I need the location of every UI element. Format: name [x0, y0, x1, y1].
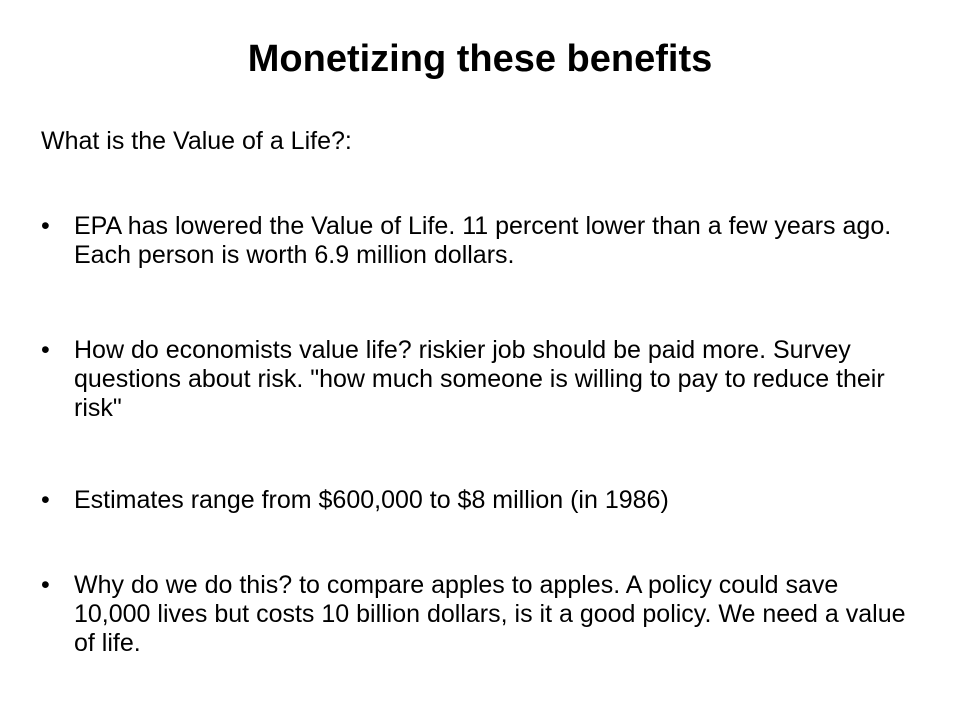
- bullet-text: Why do we do this? to compare apples to apples. A policy could save 10,000 lives but costs 10 billion dollars, is it a good policy. We need a value of life.: [74, 571, 906, 657]
- bullet-text: Estimates range from $600,000 to $8 million (in 1986): [74, 486, 669, 514]
- slide-subtitle: What is the Value of a Life?:: [41, 127, 352, 155]
- bullet-item: [41, 212, 921, 270]
- bullet-dot-icon: •: [41, 486, 50, 514]
- bullet-item: [41, 486, 921, 515]
- bullet-text: How do economists value life? riskier job should be paid more. Survey questions about risk. "how much someone is willing to pay to reduce their risk": [74, 336, 885, 422]
- bullet-text: EPA has lowered the Value of Life. 11 percent lower than a few years ago. Each person is worth 6.9 million dollars.: [74, 212, 892, 269]
- bullet-dot-icon: •: [41, 212, 50, 240]
- bullet-dot-icon: •: [41, 336, 50, 364]
- bullet-dot-icon: •: [41, 571, 50, 599]
- bullet-item: [41, 571, 921, 658]
- slide-title: Monetizing these benefits: [247, 38, 713, 80]
- bullet-item: [41, 336, 921, 423]
